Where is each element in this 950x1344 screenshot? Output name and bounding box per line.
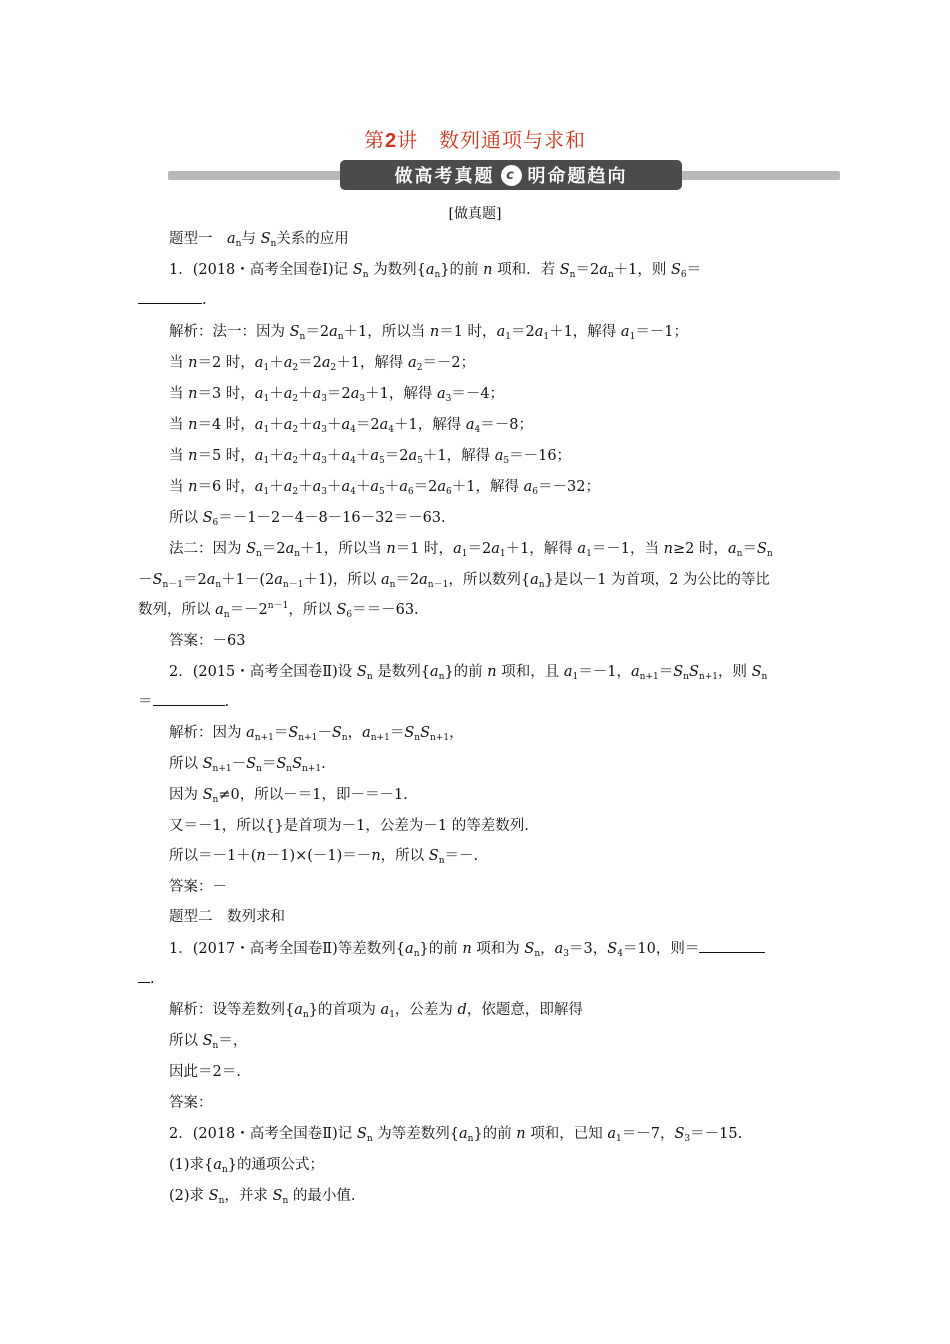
p1-solution-line-6: 当 n＝6 时，$a_1+a_2+a_3+a_4+a_5+a_6=2a_6+1$，解得 $a_6=-32$； xyxy=(169,479,600,497)
banner-pill xyxy=(340,160,682,190)
problem-1-blank: . xyxy=(138,290,207,310)
p1-method2-line-2: $-S_{n-1}=2a_n+1-(2a_{n-1}+1)$，所以 $a_n=2a_{n-1}$，所以数列$\{a_n\}$是以－1 为首项，2 为公比的等比 xyxy=(138,572,770,590)
answer-blank xyxy=(138,291,202,304)
problem-2-blank: ＝ . xyxy=(138,694,230,710)
p3-solution-line-2: 所以 $S_n=$， xyxy=(169,1033,248,1051)
answer-blank xyxy=(699,940,765,953)
p1-answer: 答案：－63 xyxy=(169,633,246,649)
problem-1-question: 1．(2018・高考全国卷Ⅰ)记 $S_n$ 为数列$\{a_n\}$的前 n 项和．若 $S_n=2a_n+1$，则 $S_6=$ xyxy=(169,262,702,280)
page-title: 第2讲 数列通项与求和 xyxy=(363,128,587,152)
p1-solution-line-5: 当 n＝5 时，$a_1+a_2+a_3+a_4+a_5=2a_5+1$，解得 $a_5=-16$； xyxy=(169,448,572,466)
p3-solution-line-3: 因此＝2＝. xyxy=(169,1064,241,1080)
problem-2-question: 2．(2015・高考全国卷Ⅱ)设 $S_n$ 是数列$\{a_n\}$的前 n 项和，且 $a_1=-1$，$a_{n+1}=S_nS_{n+1}$，则 $S_n$ xyxy=(169,664,768,682)
answer-blank-end xyxy=(138,970,150,983)
p1-method2-line-3: 数列，所以 $a_n=-2^{n-1}$，所以 $S_6==-63$. xyxy=(138,601,419,620)
p2-solution-line-2: 所以 $S_{n+1}-S_n=S_nS_{n+1}$. xyxy=(169,756,326,774)
p3-solution-line-1: 解析：设等差数列$\{a_n\}$的首项为 $a_1$，公差为 d，依题意，即解得 xyxy=(169,1002,583,1020)
p1-solution-line-4: 当 n＝4 时，$a_1+a_2+a_3+a_4=2a_4+1$，解得 $a_4=-8$； xyxy=(169,417,533,435)
problem-4-part-1: (1)求$\{a_n\}$的通项公式； xyxy=(169,1157,324,1175)
subheading: [做真题] xyxy=(448,206,502,222)
section-heading-1: 题型一 $a_n$与 $S_n$关系的应用 xyxy=(169,231,349,249)
problem-4-part-2: (2)求 $S_n$，并求 $S_n$ 的最小值. xyxy=(169,1188,356,1206)
problem-3-question: 1．(2017・高考全国卷Ⅱ)等差数列$\{a_n\}$的前 n 项和为 $S_n$，$a_3=3$，$S_4=10$，则＝ xyxy=(169,939,765,959)
section-heading-2: 题型二 数列求和 xyxy=(169,909,285,925)
p2-solution-line-4: 又＝－1，所以{}是首项为－1，公差为－1 的等差数列. xyxy=(169,818,529,834)
answer-blank xyxy=(153,693,225,706)
p2-answer: 答案：－ xyxy=(169,879,227,895)
problem-4-question: 2．(2018・高考全国卷Ⅱ)记 $S_n$ 为等差数列$\{a_n\}$的前 n 项和，已知 $a_1=-7$，$S_3=-15$. xyxy=(169,1126,743,1144)
p1-solution-line-2: 当 n＝2 时，$a_1+a_2=2a_2+1$，解得 $a_2=-2$； xyxy=(169,355,476,373)
banner-right-text: 明命题趋向 xyxy=(527,166,628,187)
p1-solution-line-3: 当 n＝3 时，$a_1+a_2+a_3=2a_3+1$，解得 $a_3=-4$； xyxy=(169,386,505,404)
p2-solution-line-3: 因为 $S_n\ne 0$，所以－＝1，即－＝－1. xyxy=(169,787,408,805)
p3-answer: 答案： xyxy=(169,1095,213,1111)
section-banner xyxy=(168,160,840,190)
p2-solution-line-5: 所以＝－1＋(n－1)×(－1)＝－n，所以 $S_n=-$. xyxy=(169,848,479,866)
p1-solution-line-1: 解析：法一：因为 $S_n=2a_n+1$，所以当 n＝1 时，$a_1=2a_1+1$，解得 $a_1=-1$； xyxy=(169,324,689,342)
banner-circle-icon: c xyxy=(501,165,522,186)
banner-rule-left xyxy=(168,171,354,180)
p2-solution-line-1: 解析：因为 $a_{n+1}=S_{n+1}-S_n$，$a_{n+1}=S_nS_{n+1}$， xyxy=(169,725,464,743)
p1-method2-line-1: 法二：因为 $S_n=2a_n+1$，所以当 n＝1 时，$a_1=2a_1+1$，解得 $a_1=-1$，当 n≥2 时，$a_n=S_n$ xyxy=(169,541,773,559)
banner-left-text: 做高考真题 xyxy=(394,166,495,187)
p1-solution-line-7: 所以 $S_6=-1-2-4-8-16-32=-63$. xyxy=(169,510,446,528)
problem-3-blank: . xyxy=(138,969,155,989)
banner-rule-right xyxy=(668,171,840,180)
